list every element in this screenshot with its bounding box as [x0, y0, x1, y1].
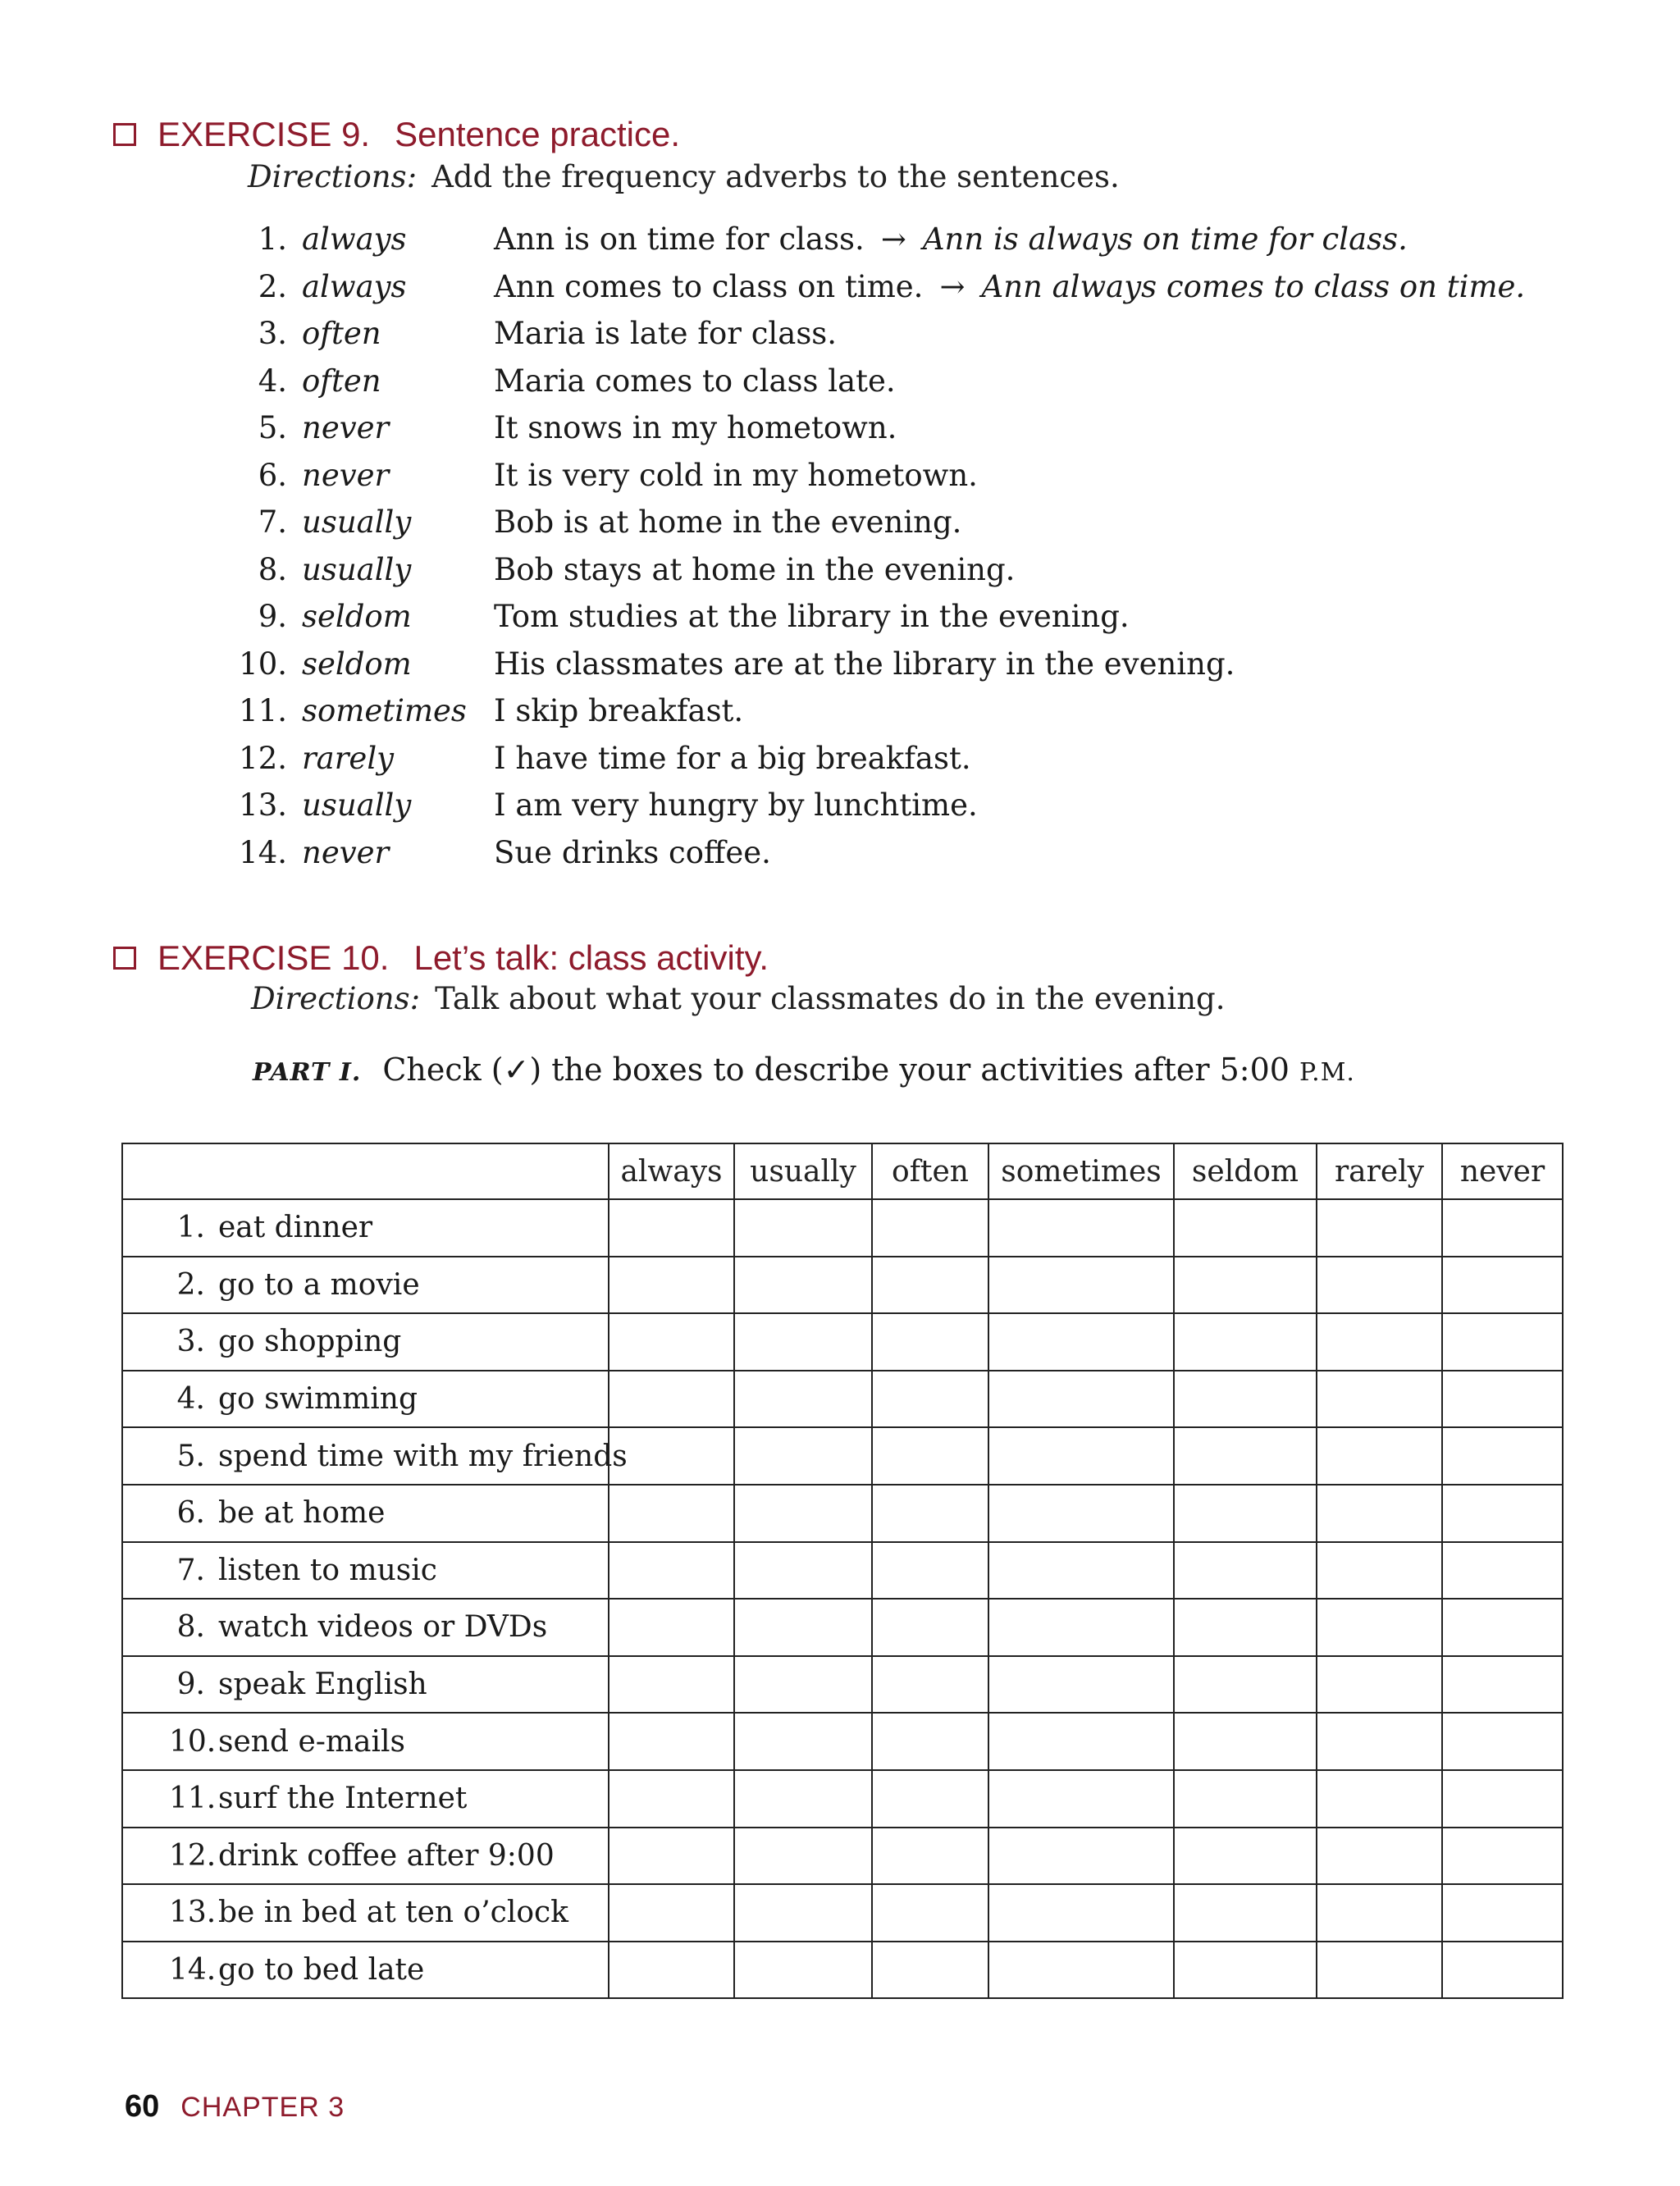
directions-text: Talk about what your classmates do in the evening.	[435, 981, 1226, 1016]
exercise10-heading	[113, 938, 769, 978]
item-sentence: Bob stays at home in the evening.	[494, 551, 1016, 587]
item-adverb: often	[302, 363, 381, 399]
activity-text: surf the Internet	[218, 1782, 468, 1816]
table-row	[122, 1599, 1563, 1656]
item-adverb: often	[302, 316, 381, 351]
activity-text: go to a movie	[218, 1267, 420, 1302]
check-cell[interactable]	[1174, 1656, 1317, 1714]
activity-number: 6.	[176, 1496, 205, 1531]
check-cell[interactable]	[1174, 1942, 1317, 1999]
column-header: always	[609, 1143, 734, 1199]
table-row	[122, 1942, 1563, 1999]
item-sentence: It is very cold in my hometown.	[494, 457, 978, 493]
item-adverb: sometimes	[302, 693, 467, 728]
item-adverb: never	[302, 410, 390, 445]
check-cell[interactable]	[1442, 1884, 1563, 1942]
column-header: sometimes	[988, 1143, 1174, 1199]
item-number: 7.	[258, 504, 287, 540]
check-cell[interactable]	[1442, 1313, 1563, 1371]
exercise9-label: EXERCISE 9.	[158, 115, 371, 153]
item-adverb: always	[302, 221, 407, 257]
list-item	[238, 599, 1550, 646]
item-number: 12.	[239, 740, 287, 776]
item-sentence: It snows in my hometown.	[494, 410, 897, 445]
item-adverb: never	[302, 457, 390, 493]
check-cell[interactable]	[872, 1656, 988, 1714]
check-cell[interactable]	[1442, 1199, 1563, 1257]
item-number: 5.	[258, 410, 287, 445]
activity-label	[122, 1828, 609, 1885]
item-adverb: usually	[302, 551, 412, 587]
list-item	[238, 693, 1550, 741]
activity-number: 5.	[176, 1439, 205, 1473]
activity-number: 12.	[169, 1838, 217, 1873]
check-cell[interactable]	[609, 1770, 734, 1828]
check-cell[interactable]	[1317, 1313, 1442, 1371]
check-cell[interactable]	[988, 1828, 1174, 1885]
check-cell[interactable]	[609, 1542, 734, 1600]
table-row	[122, 1313, 1563, 1371]
check-cell[interactable]	[872, 1485, 988, 1542]
item-adverb: usually	[302, 787, 412, 823]
header-blank-cell	[122, 1143, 609, 1199]
list-item	[238, 269, 1550, 317]
check-cell[interactable]	[609, 1942, 734, 1999]
exercise10-label: EXERCISE 10.	[158, 938, 390, 977]
check-cell[interactable]	[1174, 1542, 1317, 1600]
activity-text: speak English	[218, 1668, 427, 1702]
column-header: seldom	[1174, 1143, 1317, 1199]
chapter-label: CHAPTER 3	[180, 2092, 345, 2123]
item-sentence: Sue drinks coffee.	[494, 834, 771, 870]
activity-label	[122, 1257, 609, 1314]
item-number: 1.	[258, 221, 287, 257]
check-cell[interactable]	[609, 1713, 734, 1770]
activity-number: 14.	[169, 1953, 217, 1987]
check-cell[interactable]	[1174, 1313, 1317, 1371]
list-item	[238, 552, 1550, 600]
check-cell[interactable]	[1442, 1599, 1563, 1656]
table-row	[122, 1427, 1563, 1485]
part-label: PART I.	[253, 1058, 362, 1087]
check-cell[interactable]	[1174, 1485, 1317, 1542]
check-cell[interactable]	[734, 1770, 872, 1828]
check-cell[interactable]	[609, 1656, 734, 1714]
activity-label	[122, 1599, 609, 1656]
check-cell[interactable]	[1442, 1828, 1563, 1885]
check-cell[interactable]	[988, 1884, 1174, 1942]
page-number: 60	[125, 2089, 160, 2124]
column-header: rarely	[1317, 1143, 1442, 1199]
check-cell[interactable]	[609, 1427, 734, 1485]
activity-label	[122, 1199, 609, 1257]
column-header: never	[1442, 1143, 1563, 1199]
check-cell[interactable]	[1442, 1656, 1563, 1714]
part-text: Check (✓) the boxes to describe your activities after 5:00	[382, 1052, 1290, 1088]
check-cell[interactable]	[1317, 1485, 1442, 1542]
activity-number: 11.	[169, 1782, 217, 1816]
checkbox-icon[interactable]	[113, 947, 136, 970]
check-cell[interactable]	[1442, 1942, 1563, 1999]
item-number: 2.	[258, 268, 287, 304]
activity-label	[122, 1884, 609, 1942]
directions-label: Directions:	[251, 981, 421, 1016]
activity-table	[121, 1143, 1564, 1999]
list-item	[238, 646, 1550, 694]
check-cell[interactable]	[872, 1770, 988, 1828]
check-cell[interactable]	[1174, 1884, 1317, 1942]
check-cell[interactable]	[988, 1770, 1174, 1828]
check-cell[interactable]	[1317, 1884, 1442, 1942]
item-sentence: Ann comes to class on time.	[494, 268, 924, 304]
check-cell[interactable]	[1442, 1257, 1563, 1314]
check-cell[interactable]	[1317, 1257, 1442, 1314]
activity-number: 13.	[169, 1896, 217, 1930]
column-header: often	[872, 1143, 988, 1199]
item-adverb: seldom	[302, 646, 412, 682]
list-item	[238, 458, 1550, 505]
part-pm: P.M.	[1299, 1058, 1355, 1087]
exercise9-heading	[113, 115, 680, 154]
activity-label	[122, 1371, 609, 1428]
activity-text: go to bed late	[218, 1953, 425, 1987]
check-cell[interactable]	[734, 1942, 872, 1999]
item-sentence: Maria comes to class late.	[494, 363, 896, 399]
check-cell[interactable]	[872, 1371, 988, 1428]
item-sentence: Bob is at home in the evening.	[494, 504, 962, 540]
table-row	[122, 1713, 1563, 1770]
activity-text: watch videos or DVDs	[218, 1610, 548, 1645]
check-cell[interactable]	[1442, 1713, 1563, 1770]
item-adverb: usually	[302, 504, 412, 540]
check-cell[interactable]	[872, 1713, 988, 1770]
check-cell[interactable]	[1317, 1828, 1442, 1885]
check-cell[interactable]	[1317, 1427, 1442, 1485]
check-cell[interactable]	[1317, 1942, 1442, 1999]
check-cell[interactable]	[1442, 1770, 1563, 1828]
check-cell[interactable]	[988, 1485, 1174, 1542]
check-cell[interactable]	[734, 1199, 872, 1257]
activity-text: drink coffee after 9:00	[218, 1838, 555, 1873]
exercise9-directions	[248, 159, 1120, 194]
activity-text: eat dinner	[218, 1211, 373, 1245]
check-cell[interactable]	[734, 1713, 872, 1770]
check-cell[interactable]	[988, 1942, 1174, 1999]
item-sentence: His classmates are at the library in the evening.	[494, 646, 1235, 682]
check-cell[interactable]	[609, 1485, 734, 1542]
page-footer	[125, 2089, 345, 2124]
table-row	[122, 1656, 1563, 1714]
check-cell[interactable]	[734, 1485, 872, 1542]
item-number: 11.	[239, 693, 287, 728]
activity-label	[122, 1485, 609, 1542]
table-row	[122, 1371, 1563, 1428]
check-cell[interactable]	[609, 1371, 734, 1428]
check-cell[interactable]	[1174, 1427, 1317, 1485]
activity-label	[122, 1656, 609, 1714]
check-cell[interactable]	[1174, 1713, 1317, 1770]
check-cell[interactable]	[872, 1542, 988, 1600]
directions-label: Directions:	[248, 159, 418, 194]
check-cell[interactable]	[1442, 1485, 1563, 1542]
item-sentence: Ann is on time for class.	[494, 221, 865, 257]
check-cell[interactable]	[1317, 1371, 1442, 1428]
part-instruction	[253, 1052, 1355, 1088]
check-cell[interactable]	[1317, 1542, 1442, 1600]
item-number: 8.	[258, 551, 287, 587]
check-cell[interactable]	[734, 1884, 872, 1942]
table-row	[122, 1257, 1563, 1314]
activity-text: be at home	[218, 1496, 386, 1531]
table-header-row	[122, 1143, 1563, 1199]
check-cell[interactable]	[988, 1427, 1174, 1485]
activity-number: 3.	[176, 1325, 205, 1359]
check-cell[interactable]	[609, 1313, 734, 1371]
activity-text: send e-mails	[218, 1724, 406, 1759]
check-cell[interactable]	[734, 1371, 872, 1428]
check-cell[interactable]	[609, 1257, 734, 1314]
list-item	[238, 504, 1550, 552]
check-cell[interactable]	[1442, 1371, 1563, 1428]
activity-number: 8.	[176, 1610, 205, 1645]
check-cell[interactable]	[1317, 1713, 1442, 1770]
exercise10-directions	[251, 981, 1225, 1016]
check-cell[interactable]	[988, 1713, 1174, 1770]
check-cell[interactable]	[1442, 1542, 1563, 1600]
table-row	[122, 1485, 1563, 1542]
column-header: usually	[734, 1143, 872, 1199]
item-sentence: Maria is late for class.	[494, 316, 838, 351]
item-answer: Ann is always on time for class.	[922, 221, 1408, 257]
activity-number: 1.	[176, 1211, 205, 1245]
check-cell[interactable]	[872, 1599, 988, 1656]
right-arrow-icon: →	[939, 268, 966, 304]
list-item	[238, 787, 1550, 835]
activity-text: go shopping	[218, 1325, 402, 1359]
item-sentence: I have time for a big breakfast.	[494, 740, 971, 776]
check-cell[interactable]	[734, 1257, 872, 1314]
table-row	[122, 1828, 1563, 1885]
check-cell[interactable]	[1174, 1199, 1317, 1257]
table-row	[122, 1199, 1563, 1257]
check-cell[interactable]	[1317, 1770, 1442, 1828]
activity-label	[122, 1942, 609, 1999]
directions-text: Add the frequency adverbs to the sentences.	[431, 159, 1120, 194]
item-adverb: seldom	[302, 599, 412, 634]
check-cell[interactable]	[1174, 1599, 1317, 1656]
check-cell[interactable]	[734, 1828, 872, 1885]
exercise10-title: Let’s talk: class activity.	[413, 938, 769, 977]
item-sentence: Tom studies at the library in the evening.	[494, 599, 1130, 634]
activity-label	[122, 1713, 609, 1770]
item-number: 10.	[239, 646, 287, 682]
check-cell[interactable]	[872, 1199, 988, 1257]
activity-number: 9.	[176, 1668, 205, 1702]
check-cell[interactable]	[872, 1884, 988, 1942]
item-sentence: I skip breakfast.	[494, 693, 744, 728]
item-number: 9.	[258, 599, 287, 634]
check-cell[interactable]	[734, 1599, 872, 1656]
item-sentence: I am very hungry by lunchtime.	[494, 787, 978, 823]
check-cell[interactable]	[1174, 1770, 1317, 1828]
check-cell[interactable]	[1174, 1257, 1317, 1314]
item-number: 3.	[258, 316, 287, 351]
check-cell[interactable]	[988, 1656, 1174, 1714]
check-cell[interactable]	[872, 1942, 988, 1999]
right-arrow-icon: →	[880, 221, 906, 257]
list-item	[238, 221, 1550, 269]
table-row	[122, 1770, 1563, 1828]
check-cell[interactable]	[872, 1257, 988, 1314]
activity-text: be in bed at ten o’clock	[218, 1896, 568, 1930]
activity-number: 4.	[176, 1382, 205, 1417]
item-answer: Ann always comes to class on time.	[981, 268, 1526, 304]
exercise9-list	[238, 221, 1550, 882]
check-cell[interactable]	[609, 1828, 734, 1885]
check-cell[interactable]	[1317, 1199, 1442, 1257]
item-adverb: always	[302, 268, 407, 304]
check-cell[interactable]	[872, 1828, 988, 1885]
item-adverb: never	[302, 834, 390, 870]
check-cell[interactable]	[872, 1427, 988, 1485]
item-adverb: rarely	[302, 740, 395, 776]
check-cell[interactable]	[609, 1884, 734, 1942]
check-cell[interactable]	[609, 1199, 734, 1257]
activity-text: listen to music	[218, 1553, 437, 1587]
check-cell[interactable]	[988, 1257, 1174, 1314]
activity-label	[122, 1770, 609, 1828]
check-cell[interactable]	[734, 1313, 872, 1371]
activity-label	[122, 1427, 628, 1485]
check-cell[interactable]	[988, 1371, 1174, 1428]
check-cell[interactable]	[872, 1313, 988, 1371]
check-cell[interactable]	[1317, 1656, 1442, 1714]
item-number: 14.	[239, 834, 287, 870]
checkbox-icon[interactable]	[113, 123, 136, 146]
list-item	[238, 316, 1550, 363]
check-cell[interactable]	[734, 1542, 872, 1600]
activity-text: spend time with my friends	[218, 1439, 628, 1473]
list-item	[238, 741, 1550, 788]
check-cell[interactable]	[988, 1542, 1174, 1600]
check-cell[interactable]	[734, 1427, 872, 1485]
check-cell[interactable]	[1174, 1828, 1317, 1885]
activity-text: go swimming	[218, 1382, 418, 1417]
activity-label	[122, 1313, 609, 1371]
check-cell[interactable]	[734, 1656, 872, 1714]
activity-number: 10.	[169, 1724, 217, 1759]
check-cell[interactable]	[1317, 1599, 1442, 1656]
check-cell[interactable]	[988, 1599, 1174, 1656]
check-cell[interactable]	[1174, 1371, 1317, 1428]
list-item	[238, 363, 1550, 411]
table-row	[122, 1884, 1563, 1942]
list-item	[238, 410, 1550, 458]
activity-number: 7.	[176, 1553, 205, 1587]
activity-number: 2.	[176, 1267, 205, 1302]
exercise9-title: Sentence practice.	[395, 115, 680, 153]
check-cell[interactable]	[609, 1599, 734, 1656]
check-cell[interactable]	[988, 1313, 1174, 1371]
item-number: 13.	[239, 787, 287, 823]
list-item	[238, 835, 1550, 883]
activity-label	[122, 1542, 609, 1600]
check-cell[interactable]	[1442, 1427, 1563, 1485]
check-cell[interactable]	[988, 1199, 1174, 1257]
item-number: 4.	[258, 363, 287, 399]
table-row	[122, 1542, 1563, 1600]
item-number: 6.	[258, 457, 287, 493]
